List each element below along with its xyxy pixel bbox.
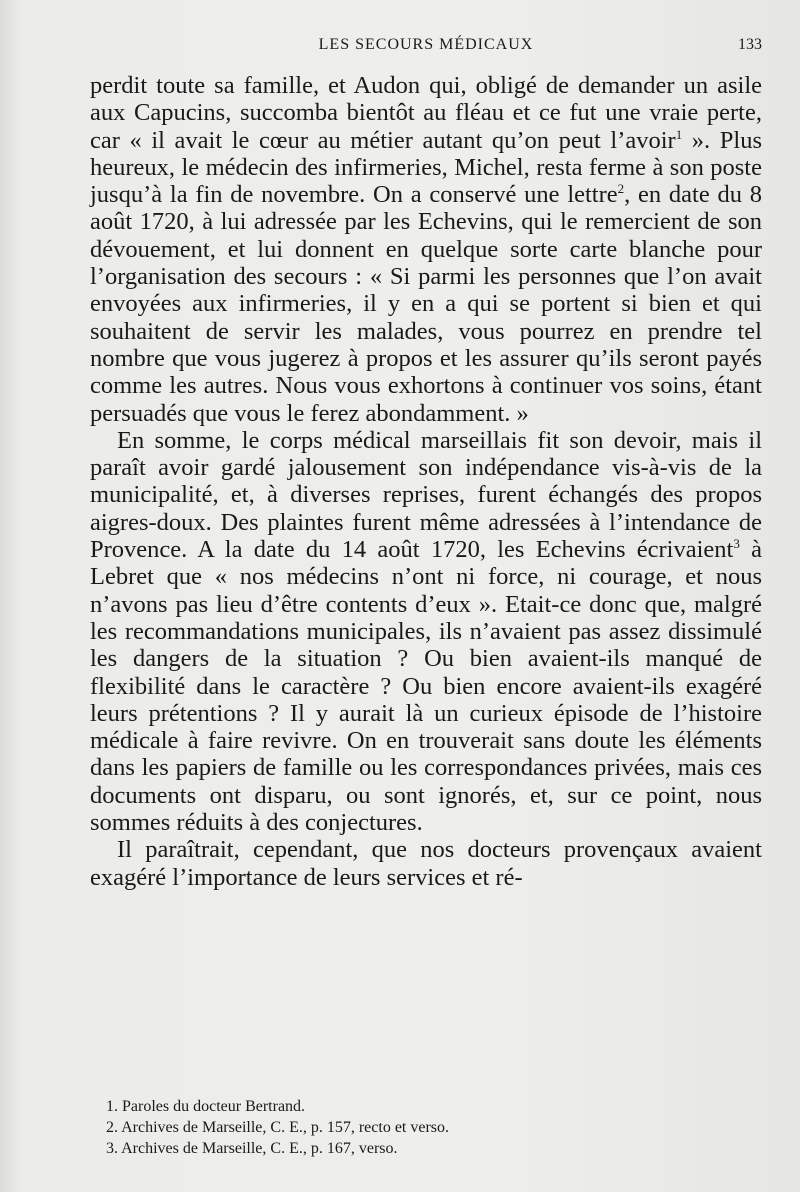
footnotes <box>106 1096 746 1159</box>
footnote-1: 1. Paroles du docteur Bertrand. <box>106 1098 306 1115</box>
paragraph-1-part-b: ». Plus heureux, le médecin des infirmeries, Michel, resta ferme à son poste jusqu’à la fin de novembre. On a conservé une lettre <box>90 126 762 209</box>
paragraph-2 <box>90 427 762 836</box>
page-header <box>90 36 762 60</box>
footnote-ref-1: 1 <box>675 126 683 142</box>
footnote-ref-2: 2 <box>617 181 625 197</box>
body-text <box>90 72 762 891</box>
paragraph-2-part-a: En somme, le corps médical marseillais fit son devoir, mais il paraît avoir gardé jalousement son indépendance vis-à-vis de la municipalité, et, à diverses reprises, furent échangés des propos aigres-doux. Des plaintes furent même adressées à l’intendance de Provence. A la date du 14 août 1720, les Echevins écrivaient <box>90 426 762 564</box>
footnote-2: 2. Archives de Marseille, C. E., p. 157, recto et verso. <box>106 1119 450 1136</box>
running-title: LES SECOURS MÉDICAUX <box>318 36 534 53</box>
paragraph-1-part-c: , en date du 8 août 1720, à lui adressée par les Echevins, qui le remercient de son dévouement, et lui donnent en quelque sorte carte blanche pour l’organisation des secours : « Si parmi les personnes que l’on avait envoyées aux infirmeries, il y en a qui se portent si bien et qui souhaitent de servir les malades, vous pourrez en prendre tel nombre que vous jugerez à propos et les assurer qu’ils seront payés comme les autres. Nous vous exhortons à continuer vos soins, étant persuadés que vous le ferez abondamment. » <box>90 181 762 427</box>
paragraph-2-part-b: à Lebret que « nos médecins n’ont ni force, ni courage, et nous n’avons pas lieu d’être contents d’eux ». Etait-ce donc que, malgré les recommandations municipales, ils n’avaient pas assez dissimulé les dangers de la situation ? Ou bien avaient-ils manqué de flexibilité dans le caractère ? Ou bien encore avaient-ils exagéré leurs prétentions ? Il y aurait là un curieux épisode de l’histoire médicale à faire revivre. On en trouverait sans doute les éléments dans les papiers de famille ou les correspondances privées, mais ces documents ont disparu, ou sont ignorés, et, sur ce point, nous sommes réduits à des conjectures. <box>90 536 763 837</box>
paragraph-1-part-a: perdit toute sa famille, et Audon qui, obligé de demander un asile aux Capucins, succomba bientôt au fléau et ce fut une vraie perte, car « il avait le cœur au métier autant qu’on peut l’avoir <box>90 72 762 154</box>
paragraph-1 <box>90 72 762 427</box>
page-number: 133 <box>738 36 762 53</box>
footnote-3: 3. Archives de Marseille, C. E., p. 167, verso. <box>106 1140 398 1157</box>
paragraph-3: Il paraîtrait, cependant, que nos docteurs provençaux avaient exagéré l’importance de leurs services et ré- <box>90 836 762 891</box>
footnote-ref-3: 3 <box>733 535 740 551</box>
